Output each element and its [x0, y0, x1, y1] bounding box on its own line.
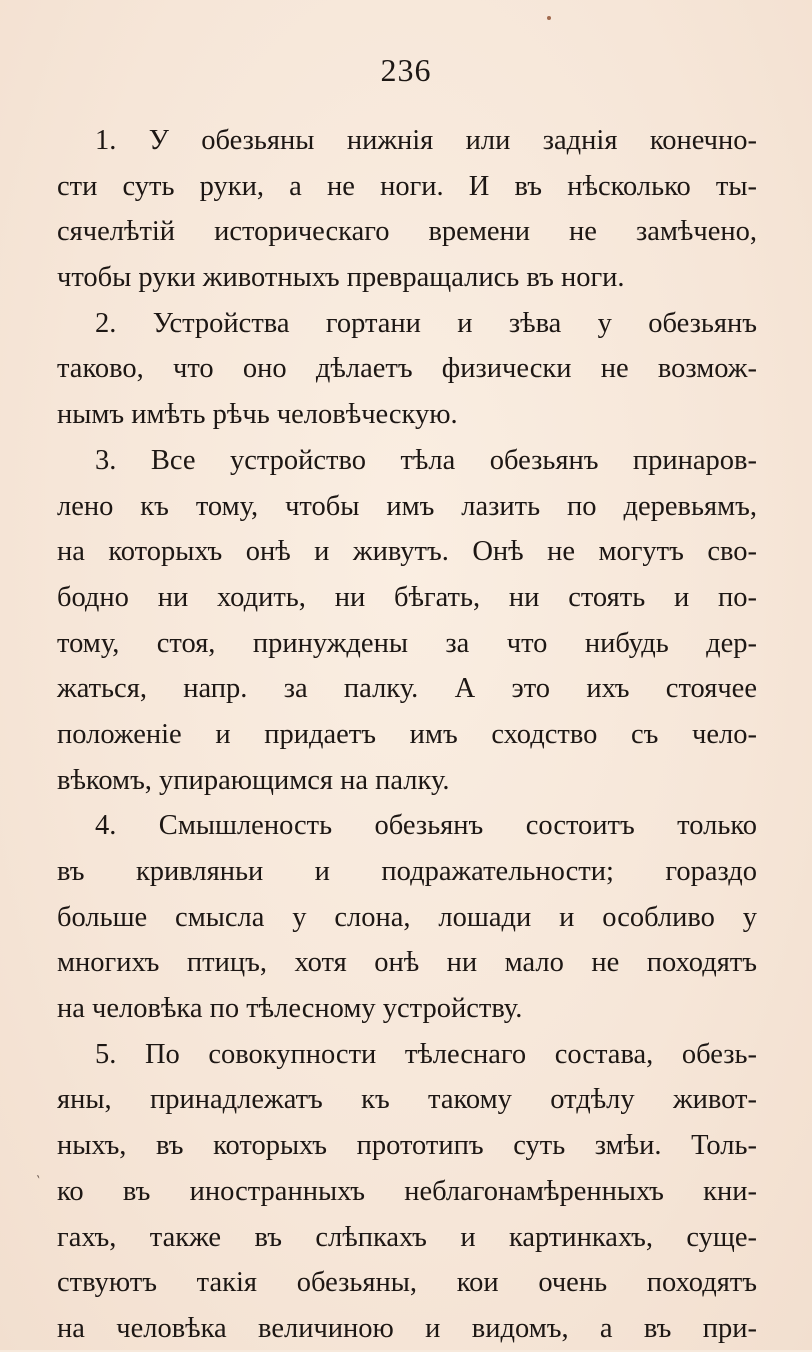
text-line: 5. По совокупности тѣлеснаго состава, обезь-: [95, 1038, 757, 1070]
text-line: 1. У обезьяны нижнія или заднія конечно-: [95, 125, 757, 156]
text-line: лено къ тому, чтобы имъ лазить по деревьямъ,: [57, 490, 757, 522]
text-line: положеніе и придаетъ имъ сходство съ чело-: [57, 718, 757, 750]
text-line: сти суть руки, а не ноги. И въ нѣсколько ты-: [57, 170, 757, 202]
text-line: въ кривляньи и подражательности; гораздо: [57, 856, 757, 887]
text-line: нымъ имѣть рѣчь человѣческую.: [57, 399, 458, 431]
text-line: ствуютъ такія обезьяны, кои очень походятъ: [57, 1267, 757, 1299]
text-line: чтобы руки животныхъ превращались въ ноги.: [57, 262, 625, 294]
text-line: 2. Устройства гортани и зѣва у обезьянъ: [95, 307, 757, 339]
text-line: многихъ птицъ, хотя онѣ ни мало не походятъ: [57, 947, 757, 979]
text-line: ныхъ, въ которыхъ прототипъ суть змѣи. Толь-: [57, 1130, 757, 1162]
text-line: на человѣка величиною и видомъ, а въ при-: [57, 1312, 757, 1344]
text-line: бодно ни ходить, ни бѣгать, ни стоять и по-: [57, 581, 757, 613]
margin-tick: ˏ: [35, 1159, 47, 1180]
text-line: больше смысла у слона, лошади и особливо у: [57, 901, 757, 933]
text-line: сячелѣтій историческаго времени не замѣчено,: [57, 216, 757, 248]
text-line: тому, стоя, принуждены за что нибудь дер-: [57, 627, 757, 659]
text-line: 3. Все устройство тѣла обезьянъ принаров-: [95, 444, 757, 476]
text-line: жаться, напр. за палку. А это ихъ стоячее: [57, 673, 757, 705]
ink-speck: [547, 16, 551, 20]
text-line: на которыхъ онѣ и живутъ. Онѣ не могутъ сво-: [57, 536, 757, 568]
text-line: 4. Смышленость обезьянъ состоитъ только: [95, 810, 757, 842]
text-line: вѣкомъ, упирающимся на палку.: [57, 764, 450, 796]
page-number: 236: [380, 52, 432, 88]
text-line: таково, что оно дѣлаетъ физически не возмож-: [57, 353, 757, 385]
text-line: гахъ, также въ слѣпкахъ и картинкахъ, суще-: [57, 1221, 757, 1253]
text-line: ко въ иностранныхъ неблагонамѣренныхъ кни-: [57, 1175, 757, 1207]
text-line: яны, принадлежатъ къ такому отдѣлу живот-: [57, 1084, 757, 1116]
body-text: [57, 118, 757, 1352]
text-line: на человѣка по тѣлесному устройству.: [57, 993, 523, 1025]
